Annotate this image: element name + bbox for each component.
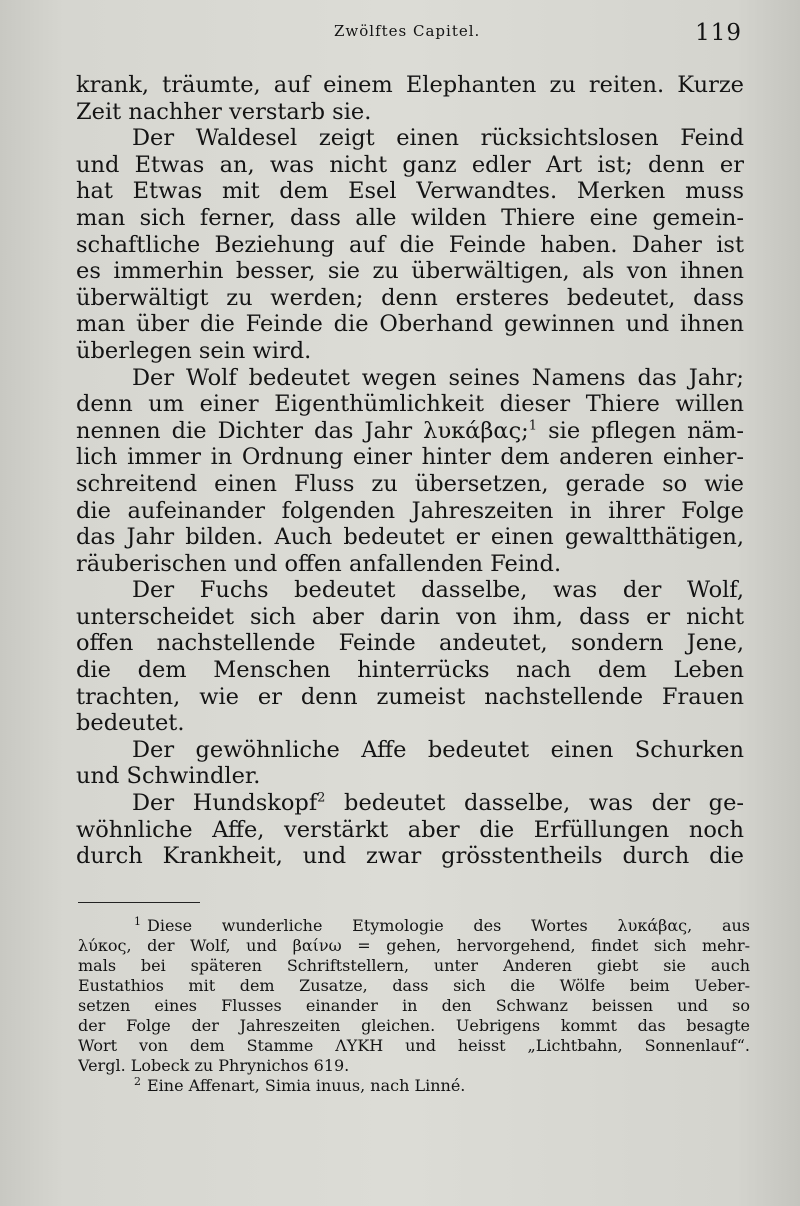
footnote-1-line: setzen eines Flusses einander in den Schwanz beissen und so: [78, 996, 750, 1015]
text-line: trachten, wie er denn zumeist nachstellende Frauen: [76, 683, 744, 710]
text-line: Zeit nachher verstarb sie.: [76, 98, 372, 125]
paragraph-start-line: Der Waldesel zeigt einen rücksichtslosen Feind: [132, 125, 744, 152]
text-line: die aufeinander folgenden Jahreszeiten in ihrer Folge: [76, 497, 744, 524]
footnote-1-line: Wort von dem Stamme ΛΥΚΗ und heisst „Lichtbahn, Sonnenlauf“.: [78, 1036, 750, 1055]
footnote-text: Diese wunderliche Etymologie des Wortes λυκάβας, aus: [147, 916, 750, 935]
footnote-1-line: Vergl. Lobeck zu Phrynichos 619.: [78, 1056, 350, 1075]
text-line: hat Etwas mit dem Esel Verwandtes. Merken muss: [76, 178, 744, 205]
footnote-ref-1: 1: [528, 418, 538, 434]
footnote-2-line: [78, 1076, 750, 1096]
footnote-1-line: λύκος, der Wolf, und βαίνω = gehen, hervorgehend, findet sich mehr-: [78, 936, 750, 955]
footnote-marker-2: 2: [134, 1076, 141, 1088]
footnotes: [78, 916, 750, 1096]
text-line: und Etwas an, was nicht ganz edler Art ist; denn er: [76, 151, 744, 178]
line-text: nennen die Dichter das Jahr λυκάβας;: [76, 417, 529, 444]
line-text: Der Hundskopf: [132, 790, 318, 817]
text-line: [76, 418, 744, 445]
text-line: krank, träumte, auf einem Elephanten zu reiten. Kurze: [76, 72, 744, 98]
paragraph-start-line: Der Wolf bedeutet wegen seines Namens das Jahr;: [132, 364, 744, 391]
body-text: [76, 72, 744, 870]
footnote-divider: [78, 902, 200, 903]
text-line: man sich ferner, dass alle wilden Thiere eine gemein-: [76, 204, 744, 231]
text-line: schaftliche Beziehung auf die Feinde haben. Daher ist: [76, 231, 744, 258]
paragraph-start-line: [76, 790, 744, 817]
footnote-ref-2: 2: [317, 790, 326, 806]
text-line: bedeutet.: [76, 710, 185, 737]
footnote-1-line: [78, 916, 750, 936]
footnote-1-line: der Folge der Jahreszeiten gleichen. Uebrigens kommt das besagte: [78, 1016, 750, 1035]
text-line: es immerhin besser, sie zu überwältigen, als von ihnen: [76, 258, 744, 285]
text-line: überwältigt zu werden; denn ersteres bedeutet, dass: [76, 284, 744, 311]
running-head: [0, 22, 800, 46]
text-line: und Schwindler.: [76, 763, 261, 790]
text-line: schreitend einen Fluss zu übersetzen, gerade so wie: [76, 470, 744, 497]
text-line: wöhnliche Affe, verstärkt aber die Erfüllungen noch: [76, 816, 744, 843]
text-line: offen nachstellende Feinde andeutet, sondern Jene,: [76, 630, 744, 657]
text-line: das Jahr bilden. Auch bedeutet er einen gewaltthätigen,: [76, 524, 744, 551]
paragraph-start-line: Der gewöhnliche Affe bedeutet einen Schurken: [132, 736, 744, 763]
footnote-1-line: mals bei späteren Schriftstellern, unter Anderen giebt sie auch: [78, 956, 750, 975]
page-number: 119: [695, 20, 742, 46]
text-line: unterscheidet sich aber darin von ihm, dass er nicht: [76, 603, 744, 630]
text-line: die dem Menschen hinterrücks nach dem Leben: [76, 657, 744, 684]
paragraph-start-line: Der Fuchs bedeutet dasselbe, was der Wolf,: [132, 577, 744, 604]
footnote-1-line: Eustathios mit dem Zusatze, dass sich die Wölfe beim Ueber-: [78, 976, 750, 995]
text-line: durch Krankheit, und zwar grösstentheils durch die: [76, 843, 744, 870]
text-line: lich immer in Ordnung einer hinter dem anderen einher-: [76, 444, 744, 471]
chapter-title: Zwölftes Capitel.: [334, 22, 481, 40]
footnote-text: Eine Affenart, Simia inuus, nach Linné.: [147, 1076, 466, 1095]
text-line: räuberischen und offen anfallenden Feind.: [76, 550, 562, 577]
text-line: überlegen sein wird.: [76, 337, 312, 364]
line-text: bedeutet dasselbe, was der ge-: [325, 790, 744, 817]
text-line: denn um einer Eigenthümlichkeit dieser Thiere willen: [76, 391, 744, 418]
text-line: man über die Feinde die Oberhand gewinnen und ihnen: [76, 311, 744, 338]
footnote-marker-1: 1: [134, 916, 141, 928]
line-text: sie pflegen näm-: [537, 417, 744, 444]
